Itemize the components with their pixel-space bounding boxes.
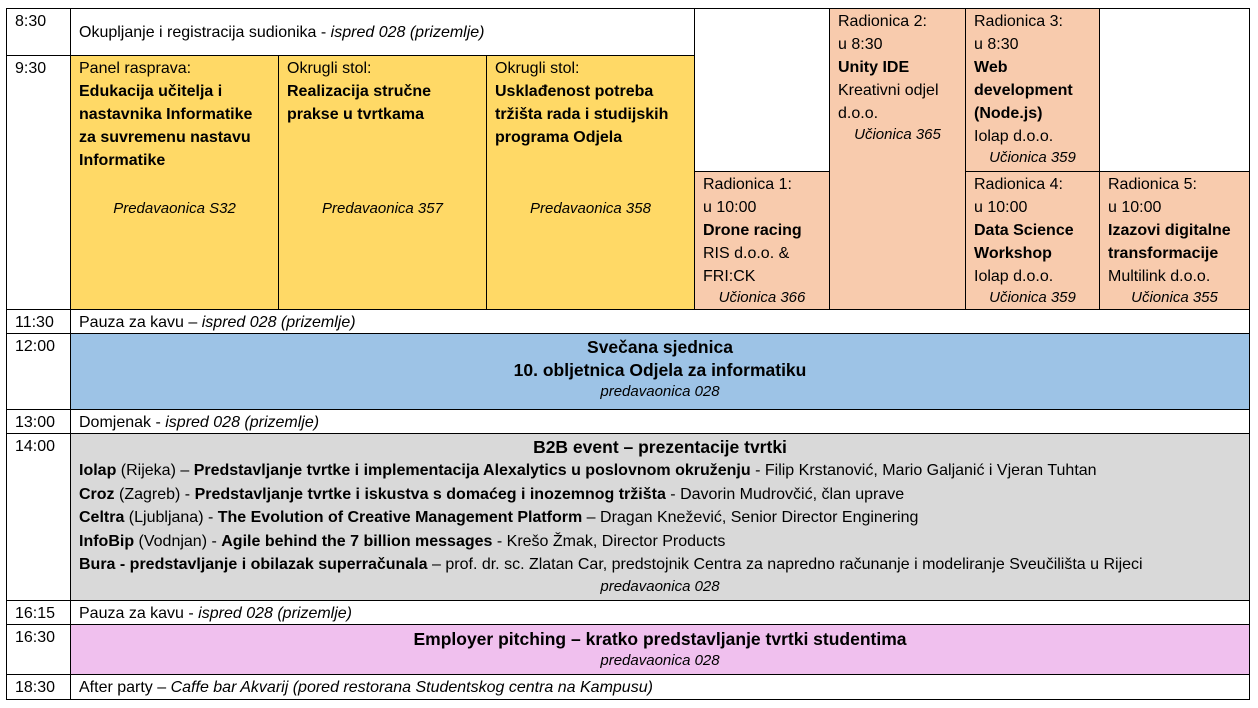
workshop2-company: Kreativni odjel d.o.o.: [838, 82, 939, 122]
b2b-company: Iolap: [79, 462, 117, 479]
workshop-1: [694, 171, 830, 310]
time-label: 16:30: [15, 629, 56, 646]
b2b-place: (Rijeka) –: [116, 462, 194, 479]
ceremony-title-2: 10. obljetnica Odjela za informatiku: [513, 360, 807, 380]
workshop2-title: Unity IDE: [838, 59, 910, 76]
round2-room: Predavaonica 358: [530, 200, 651, 217]
time-label: 9:30: [15, 60, 47, 77]
workshop2-room: Učionica 365: [854, 126, 941, 143]
time-1830: [6, 674, 71, 700]
workshop1-title: Drone racing: [703, 222, 802, 239]
break1-text: Pauza za kavu –: [79, 314, 202, 331]
b2b-company: Croz: [79, 485, 115, 503]
b2b-speaker: - Krešo Žmak, Director Products: [492, 532, 726, 550]
ceremony-title-1: Svečana sjednica: [587, 337, 733, 357]
b2b-company: Bura - predstavljanje i obilazak superračunala: [79, 556, 428, 573]
time-label: 12:00: [15, 338, 56, 355]
time-label: 18:30: [15, 679, 56, 696]
panel-room: Predavaonica S32: [113, 200, 236, 217]
pitching-title: Employer pitching – kratko predstavljanje tvrtki studentima: [413, 629, 907, 649]
workshop3-label: Radionica 3:: [974, 13, 1063, 30]
workshop1-room: Učionica 366: [718, 289, 806, 306]
time-1630: [6, 624, 71, 675]
workshop1-label: Radionica 1:: [703, 176, 792, 193]
reception-text: Domjenak -: [79, 414, 166, 431]
workshop3-company: Iolap d.o.o.: [974, 128, 1054, 145]
break1-location: ispred 028 (prizemlje): [201, 314, 356, 331]
b2b-speaker: - Davorin Mudrovčić, član uprave: [665, 485, 905, 503]
b2b-item: [79, 530, 1241, 554]
b2b-item: [79, 506, 1241, 530]
b2b-topic: The Evolution of Creative Management Platform: [217, 509, 583, 526]
workshop3-room: Učionica 359: [989, 149, 1076, 166]
break2-location: ispred 028 (prizemlje): [198, 605, 353, 622]
workshop4-time: u 10:00: [974, 199, 1028, 216]
workshop4-title: Data Science Workshop: [974, 222, 1074, 262]
empty-cell: [1099, 8, 1250, 172]
time-1615: [6, 600, 71, 625]
workshop-3: [965, 8, 1100, 172]
registration-location: ispred 028 (prizemlje): [330, 24, 485, 41]
afterparty-location: Caffe bar Akvarij (pored restorana Studentskog centra na Kampusu): [170, 679, 653, 696]
b2b-place: (Ljubljana) -: [124, 509, 218, 526]
workshop3-time: u 8:30: [974, 36, 1019, 53]
registration-text: Okupljanje i registracija sudionika -: [79, 24, 331, 41]
workshop4-label: Radionica 4:: [974, 176, 1063, 193]
workshop5-time: u 10:00: [1108, 199, 1162, 216]
workshop5-room: Učionica 355: [1131, 289, 1218, 306]
ceremony-session: [70, 333, 1250, 410]
b2b-topic: Agile behind the 7 billion messages: [221, 532, 493, 550]
workshop3-title: Web development (Node.js): [974, 59, 1073, 122]
workshop4-company: Iolap d.o.o.: [974, 268, 1054, 285]
coffee-break-2: [70, 600, 1250, 625]
workshop1-time: u 10:00: [703, 199, 757, 216]
time-label: 8:30: [15, 13, 47, 30]
b2b-title: B2B event – prezentacije tvrtki: [533, 437, 787, 457]
round-table-1: [278, 55, 487, 310]
b2b-company: Celtra: [79, 509, 125, 526]
reception-location: ispred 028 (prizemlje): [165, 414, 320, 431]
b2b-topic: Predstavljanje tvrtke i iskustva s domaćeg i inozemnog tržišta: [194, 485, 666, 503]
pitching-room: predavaonica 028: [600, 652, 720, 669]
workshop2-time: u 8:30: [838, 36, 883, 53]
workshop-4: [965, 171, 1100, 310]
b2b-place: (Vodnjan) -: [134, 532, 222, 550]
workshop-2: [829, 8, 966, 310]
time-1400: [6, 433, 71, 601]
registration-cell: [70, 8, 695, 56]
coffee-break-1: [70, 309, 1250, 334]
round1-title: Realizacija stručne prakse u tvrtkama: [287, 83, 432, 123]
b2b-item: [79, 553, 1241, 577]
time-1300: [6, 409, 71, 434]
b2b-place: (Zagreb) -: [114, 485, 195, 503]
round1-label: Okrugli stol:: [287, 60, 372, 77]
time-0930: [6, 55, 71, 310]
time-1130: [6, 309, 71, 334]
workshop5-title: Izazovi digitalne transformacije: [1108, 222, 1231, 262]
round-table-2: [486, 55, 695, 310]
workshop4-room: Učionica 359: [989, 289, 1076, 306]
workshop5-label: Radionica 5:: [1108, 176, 1197, 193]
round2-label: Okrugli stol:: [495, 60, 580, 77]
workshop-5: [1099, 171, 1250, 310]
time-label: 11:30: [15, 314, 54, 331]
b2b-speaker: – Dragan Knežević, Senior Director Enginering: [582, 509, 919, 526]
reception: [70, 409, 1250, 434]
workshop5-company: Multilink d.o.o.: [1108, 268, 1211, 285]
panel-label: Panel rasprava:: [79, 60, 192, 77]
afterparty-text: After party –: [79, 679, 171, 696]
b2b-item: [79, 483, 1241, 507]
employer-pitching: [70, 624, 1250, 675]
ceremony-room: predavaonica 028: [600, 383, 720, 400]
round2-title: Usklađenost potreba tržišta rada i studijskih programa Odjela: [495, 83, 669, 146]
b2b-speaker: - Filip Krstanović, Mario Galjanić i Vjeran Tuhtan: [750, 462, 1097, 479]
time-label: 14:00: [15, 438, 56, 455]
b2b-room: predavaonica 028: [600, 577, 720, 595]
panel-discussion: [70, 55, 279, 310]
time-0830: [6, 8, 71, 56]
panel-title: Edukacija učitelja i nastavnika Informatike za suvremenu nastavu Informatike: [79, 83, 253, 169]
time-1200: [6, 333, 71, 410]
workshop1-company: RIS d.o.o. & FRI:CK: [703, 245, 790, 285]
break2-text: Pauza za kavu -: [79, 605, 199, 622]
b2b-speaker: – prof. dr. sc. Zlatan Car, predstojnik Centra za napredno računanje i modeliranje Sveučilišta u Rijeci: [427, 556, 1143, 573]
b2b-topic: Predstavljanje tvrtke i implementacija Alexalytics u poslovnom okruženju: [193, 462, 751, 479]
after-party: [70, 674, 1250, 700]
workshop2-label: Radionica 2:: [838, 13, 927, 30]
b2b-company: InfoBip: [79, 532, 135, 550]
time-label: 13:00: [15, 414, 56, 431]
b2b-event: [70, 433, 1250, 601]
time-label: 16:15: [15, 605, 56, 622]
b2b-item: [79, 459, 1241, 483]
round1-room: Predavaonica 357: [322, 200, 443, 217]
empty-cell: [694, 8, 830, 172]
